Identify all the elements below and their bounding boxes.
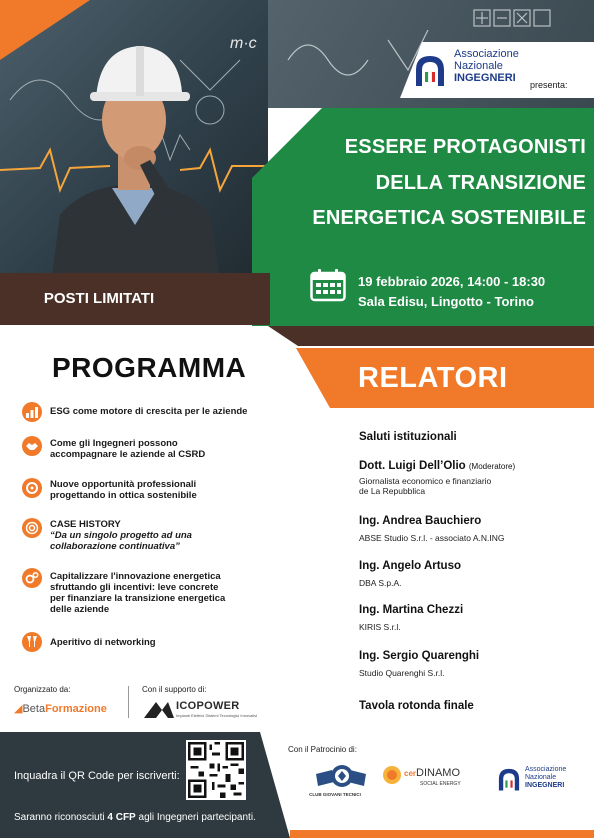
handshake-icon — [22, 436, 42, 456]
event-title-line1: ESSERE PROTAGONISTI — [344, 136, 586, 158]
presenta-label: presenta: — [530, 80, 568, 90]
programma-item-4-line1: CASE HISTORY — [50, 519, 121, 530]
speaker-5-sub: Studio Quarenghi S.r.l. — [359, 668, 445, 678]
programma-item-2 — [50, 438, 270, 460]
programma-title: PROGRAMMA — [52, 352, 247, 383]
chalk-formula: m·c — [230, 35, 257, 52]
club-giovani-tecnici-logo-icon — [312, 760, 372, 796]
programma-item-5-line1: Capitalizzare l'innovazione energetica — [50, 571, 221, 582]
ani-small-arch-logo-icon — [496, 766, 522, 792]
programma-item-3-line2: progettando in ottica sostenibile — [50, 490, 197, 501]
coins-icon — [22, 478, 42, 498]
programma-item-3 — [50, 479, 270, 501]
programma-item-2-line2: accompagnare le aziende al CSRD — [50, 449, 206, 460]
programma-item-3-line1: Nuove opportunità professionali — [50, 479, 197, 490]
beta-logo-text-a: Beta — [22, 703, 46, 715]
organizzato-label: Organizzato da: — [14, 685, 71, 694]
target-icon — [22, 518, 42, 538]
programma-item-5-line4: delle aziende — [50, 604, 110, 615]
betaformazione-logo — [14, 702, 107, 715]
speaker-4-sub: KIRIS S.r.l. — [359, 622, 401, 632]
programma-item-6 — [50, 637, 270, 648]
dark-divider-strip — [268, 326, 594, 346]
event-venue: Sala Edisu, Lingotto - Torino — [358, 294, 534, 309]
programma-item-1 — [50, 406, 270, 417]
speaker-1-name-text: Dott. Luigi Dell’Olio — [359, 460, 466, 472]
speaker-5-name: Ing. Sergio Quarenghi — [359, 650, 480, 662]
event-date-venue — [358, 272, 545, 312]
event-title-line2: DELLA TRANSIZIONE — [375, 172, 586, 194]
programma-item-6-line1: Aperitivo di networking — [50, 637, 156, 648]
programma-item-4-italic1: “Da un singolo progetto ad una — [50, 530, 192, 541]
posti-limitati-label: POSTI LIMITATI — [43, 290, 155, 307]
programma-item-4 — [50, 519, 270, 552]
programma-item-5-line2: sfruttando gli incentivi: leve concrete — [50, 582, 219, 593]
programma-item-2-line1: Come gli Ingegneri possono — [50, 438, 178, 449]
beta-logo-text-b: Formazione — [45, 703, 107, 715]
cfp-count: 4 CFP — [107, 812, 136, 823]
speaker-1-role: (Moderatore) — [468, 462, 516, 471]
patrocinio-label: Con il Patrocinio di: — [288, 745, 357, 754]
qr-label: Inquadra il QR Code per iscriverti: — [14, 770, 180, 782]
programma-item-4-italic2: collaborazione continuativa” — [50, 541, 180, 552]
ani-small-line2: Nazionale — [525, 774, 557, 781]
gears-icon — [22, 568, 42, 588]
ani-name — [454, 48, 534, 84]
speaker-1-sub — [359, 476, 491, 496]
speaker-1-sub-line2: de La Repubblica — [359, 486, 426, 496]
saluti-istituzionali: Saluti istituzionali — [359, 431, 457, 443]
relatori-title: RELATORI — [358, 362, 508, 394]
cer-dinamo-sun-icon — [382, 765, 402, 785]
ani-name-line3: INGEGNERI — [454, 72, 516, 84]
calendar-icon — [310, 268, 346, 302]
registration-qr-code[interactable] — [186, 740, 246, 800]
programma-item-1-line1: ESG come motore di crescita per le aziende — [50, 406, 248, 417]
engineer-photo — [0, 0, 268, 290]
chart-icon — [22, 402, 42, 422]
ani-small-text — [525, 766, 566, 790]
cfp-suffix: agli Ingegneri partecipanti. — [135, 812, 256, 823]
icopower-logo-text: ICOPOWER — [176, 700, 240, 712]
programma-item-5-line3: per finanziare la transizione energetica — [50, 593, 226, 604]
beta-mark-icon: ◢ — [14, 703, 23, 715]
event-date: 19 febbraio 2026, 14:00 - 18:30 — [358, 274, 546, 289]
ani-name-line1: Associazione — [454, 48, 519, 60]
club-giovani-tecnici-text: CLUB GIOVANI TECNICI — [309, 792, 361, 797]
event-title-line3: ENERGETICA SOSTENIBILE — [312, 207, 586, 229]
speaker-1-name — [359, 460, 515, 472]
speaker-2-sub: ABSE Studio S.r.l. - associato A.N.ING — [359, 533, 505, 543]
cer-dinamo-logo-text — [404, 767, 460, 779]
cer-dinamo-prefix: cer — [404, 769, 417, 778]
ani-small-line1: Associazione — [525, 766, 567, 773]
cfp-notice — [14, 812, 256, 823]
cer-dinamo-name: DINAMO — [416, 767, 461, 779]
cer-dinamo-sub: SOCIAL ENERGY — [420, 781, 461, 787]
footer-orange-strip — [290, 830, 594, 838]
ani-arch-logo-icon — [412, 52, 448, 88]
speaker-2-name: Ing. Andrea Bauchiero — [359, 515, 482, 527]
speaker-4-name: Ing. Martina Chezzi — [359, 604, 464, 616]
ani-small-line3: INGEGNERI — [525, 782, 565, 789]
ani-name-line2: Nazionale — [454, 60, 503, 72]
speaker-1-sub-line1: Giornalista economico e finanziario — [359, 476, 492, 486]
programma-item-5 — [50, 571, 270, 615]
organizers-divider — [128, 686, 129, 718]
speaker-3-name: Ing. Angelo Artuso — [359, 560, 462, 572]
supporto-label: Con il supporto di: — [142, 685, 207, 694]
tavola-rotonda: Tavola rotonda finale — [359, 700, 474, 712]
speaker-3-sub: DBA S.p.A. — [359, 578, 402, 588]
toast-icon — [22, 632, 42, 652]
cfp-prefix: Saranno riconosciuti — [14, 812, 108, 823]
icopower-logo-sub: Impianti Elettrici Sistemi Tecnologici Innovativi — [176, 713, 258, 718]
